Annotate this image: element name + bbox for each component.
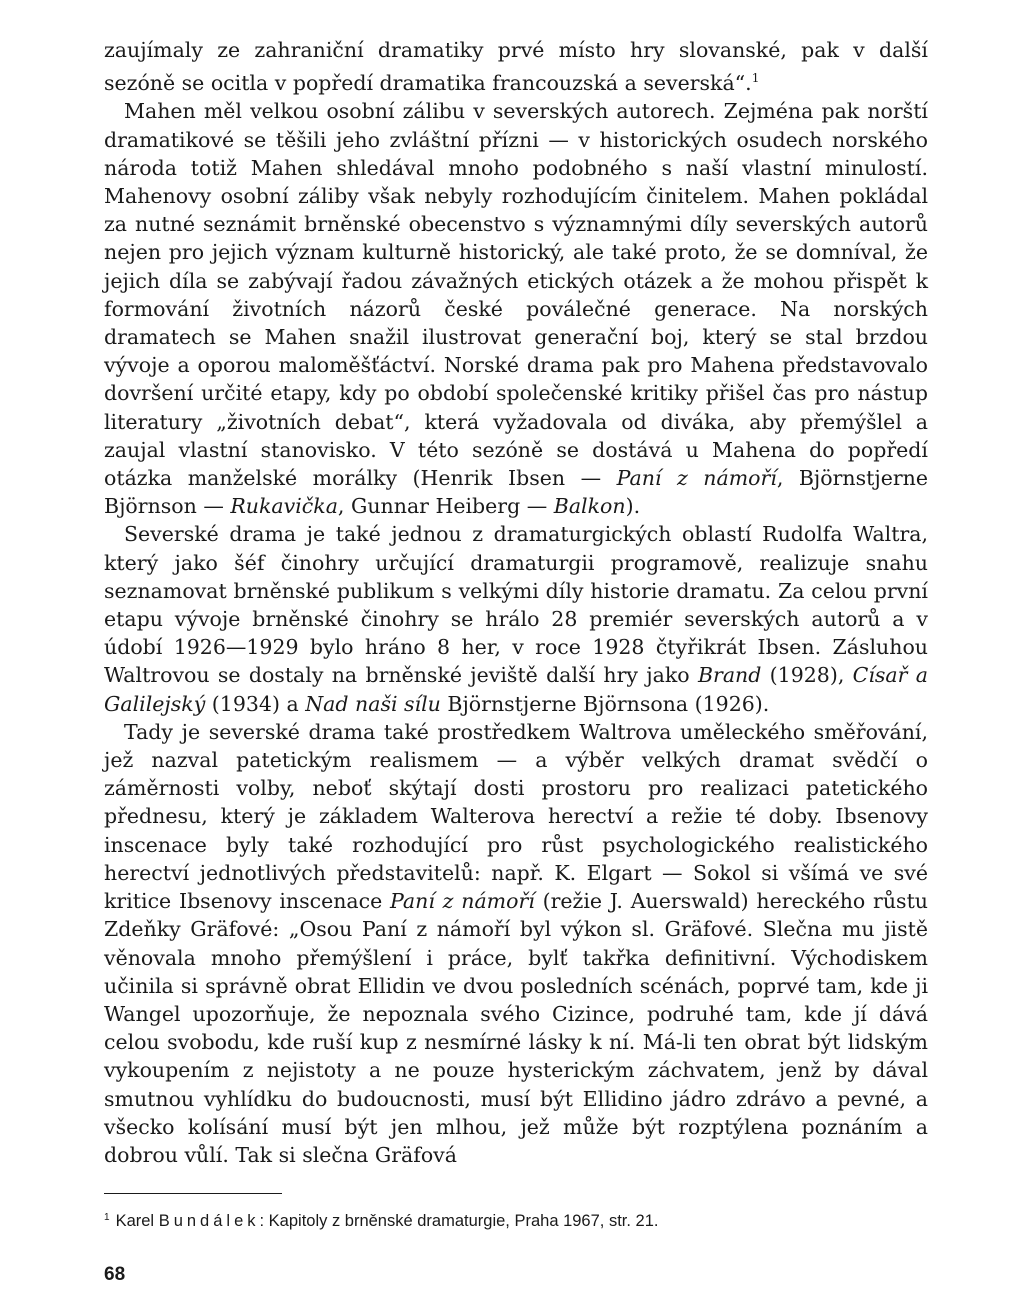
footnote-divider	[104, 1193, 282, 1194]
work-title: Nad naši sílu	[305, 691, 441, 716]
paragraph-3	[104, 520, 928, 717]
work-title: Rukavička	[230, 494, 338, 519]
text-run: ).	[625, 494, 641, 519]
text-run: , Gunnar Heiberg —	[337, 494, 554, 519]
body-text	[104, 36, 928, 1169]
text-run: Mahen měl velkou osobní zálibu v severských autorech. Zejména pak norští dramatikové se těšili jeho zvláštní přízni — v historických osudech norského národa totiž Mahen shledával mnoho podobného s naší vlastní minulostí. Mahenovy osobní záliby však nebyly rozhodujícím činitelem. Mahen pokládal za nutné seznámit brněnské obecenstvo s významnými díly severských autorů nejen pro jejich význam kulturně historický, ale také proto, že se domníval, že jejich díla se zabývají řadou závažných etických otázek a že mohou přispět k formování životních názorů české poválečné generace. Na norských dramatech se Mahen snažil ilustrovat generační boj, který se stal brzdou vývoje a oporou maloměšťáctví. Norské drama pak pro Mahena představovalo dovršení určité etapy, kdy po období společenské kritiky přišel čas pro nástup literatury „životních debat“, která vyžadovala od diváka, aby přemýšlel a zaujal vlastní stanovisko. V této sezóně se dostává u Mahena do popředí otázka manželské morálky (Henrik Ibsen —	[104, 99, 928, 491]
footnote-author-last: Bundálek	[158, 1212, 260, 1230]
text-run: (1928),	[761, 663, 853, 688]
footnote-author-first: Karel	[115, 1212, 155, 1230]
work-title: Paní z námoří	[390, 889, 535, 914]
page-number: 68	[104, 1264, 126, 1285]
text-run: Tady je severské drama také prostředkem Waltrova uměleckého směřování, jež nazval patetickým realismem — a výběr velkých dramat svědčí o záměrnosti volby, neboť skýtají dosti prostoru pro realizaci patetického přednesu, který je základem Walterova herectví a režie té doby. Ibsenovy inscenace byly také rozhodující pro růst psychologického realistického herectví jednotlivých představitelů: např. K. Elgart — Sokol si všímá ve své kritice Ibsenovy inscenace	[104, 719, 928, 914]
footnote-citation: : Kapitoly z brněnské dramaturgie, Praha 1967, str. 21.	[259, 1212, 659, 1230]
footnote-marker: 1	[104, 1212, 110, 1223]
work-title: Paní z námoří	[616, 466, 777, 491]
footnote	[104, 1207, 928, 1232]
paragraph-1	[104, 36, 928, 97]
text-run: (1934) a	[205, 691, 306, 716]
paragraph-2	[104, 97, 928, 520]
work-title: Brand	[697, 663, 762, 688]
paragraph-4	[104, 718, 928, 1169]
text-run: (režie J. Auerswald) hereckého růstu Zdeňky Gräfové: „Osou Paní z námoří byl výkon sl. Gräfové. Slečna mu jistě věnovala mnoho přemýšlení i práce, bylť takřka definitivní. Východiskem učinila si správně obrat Ellidin ve dvou posledních scénách, poprvé tam, kde ji Wangel upozorňuje, že nepoznala svého Cizince, podruhé tam, kde jí dává celou svobodu, kde ruší kup z nesmírné lásky k ní. Má-li ten obrat být lidským vykoupením z nejistoty a ne pouze hysterickým záchvatem, jenž by dával smutnou vyhlídku do budoucnosti, musí být Ellidino jádro zdrávo a pevné, a všecko kolísání musí být jen mlhou, jež může být rozptýlena poznáním a dobrou vůlí. Tak si slečna Gräfová	[104, 889, 929, 1167]
footnote-reference: 1	[751, 71, 760, 86]
work-title: Balkon	[553, 494, 626, 519]
text-run: zaujímaly ze zahraniční dramatiky prvé místo hry slovanské, pak v další sezóně se ocitla v popředí dramatika francouzská a severská“.	[104, 38, 928, 96]
text-run: Severské drama je také jednou z dramaturgických oblastí Rudolfa Waltra, který jako šéf činohry určující dramaturgii programově, realizuje snahu seznamovat brněnské publikum s velkými díly historie dramatu. Za celou první etapu vývoje brněnské činohry se hrálo 28 premiér severských autorů a v údobí 1926—1929 bylo hráno 8 her, v roce 1928 čtyřikrát Ibsen. Zásluhou Waltrovou se dostaly na brněnské jeviště další hry jako	[104, 522, 928, 688]
text-run: Björnstjerne Björnsona (1926).	[440, 691, 770, 716]
text-run: , Björnstjerne Björnson —	[104, 466, 928, 519]
work-title: Císař a Galilejský	[104, 663, 928, 716]
